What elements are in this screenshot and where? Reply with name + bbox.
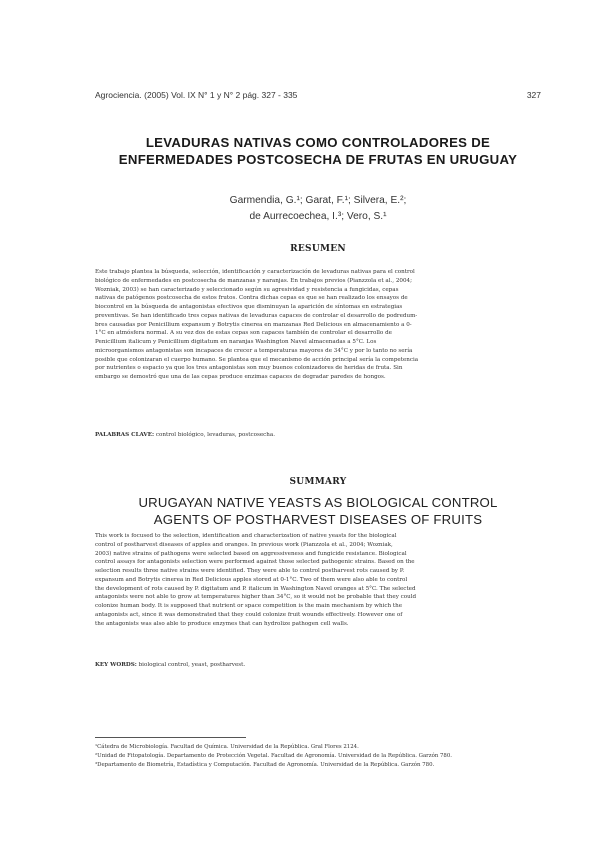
resumen-line: biológico de enfermedades en postcosecha de manzanas y naranjas. En trabajos previos (Pianzzola et al., 2004; (95, 277, 412, 284)
resumen-line: embargo se demostró que una de las cepas produce enzimas capaces de degradar paredes de hongos. (95, 374, 386, 380)
footnote-divider (95, 737, 246, 738)
summary-line: expansum and Botrytis cinerea in Red Delicious apples stored at 0-1°C. Two of them were also able to control (95, 576, 408, 583)
footnote: ¹Cátedra de Microbiología. Facultad de Química. Universidad de la República. Gral Flores 2124. (95, 744, 359, 750)
resumen-line: bres causadas por Penicillium expansum y Botrytis cinerea en manzanas Red Delicious en almacenamiento a 0- (95, 321, 412, 328)
page-number: 327 (526, 90, 541, 100)
summary-line: antagonists were not able to grow at temperatures higher than 34°C, so it would not be probable that they could (95, 594, 417, 601)
summary-line: 2003) native strains of pathogens were selected based on aggressiveness and fungicide resistance. Biological (95, 550, 407, 557)
resumen-line: Penicillium italicum y Penicillium digitatum en naranjas Washington Navel almacenadas a 5°C. Los (95, 339, 377, 345)
summary-line: colonize human body. It is supposed that nutrient or space competition is the main mechanism by which the (95, 603, 403, 609)
resumen-line: Wozniak, 2003) se han caracterizado y seleccionado según su agresividad y resistencia a fungicidas, cepas (95, 286, 399, 293)
summary-body (95, 532, 541, 628)
author-list (95, 193, 541, 225)
summary-line: the development of rots caused by P. digitatum and P. italicum in Washington Navel oranges at 5°C. The selected (95, 585, 416, 592)
summary-line: This work is focused to the selection, identification and characterization of native yeasts for the biological (95, 533, 397, 539)
summary-line: the antagonists was also able to produce enzymes that can hydrolize pathogen cell walls. (95, 620, 349, 627)
english-title (95, 494, 541, 528)
article-title (95, 134, 541, 168)
summary-line: control assays for antagonists selection were performed against those selected pathogenic strains. Based on the (95, 559, 415, 566)
summary-keywords (95, 662, 541, 668)
resumen-line: nativas de patógenos postcosecha de estos frutos. Contra dichas cepas es que se han realizado los ensayos de (95, 295, 408, 302)
resumen-heading: RESUMEN (290, 244, 346, 254)
summary-heading: SUMMARY (289, 477, 347, 487)
article-title-line: ENFERMEDADES POSTCOSECHA DE FRUTAS EN URUGUAY (118, 152, 518, 167)
resumen-line: posible que colonizaran el cuerpo humano. Se plantea que el mecanismo de acción principal sería la competencia (95, 356, 419, 363)
footnote: ²Unidad de Fitopatología. Departamento de Protección Vegetal. Facultad de Agronomía. Universidad de la República. Garzón 780. (95, 752, 453, 759)
keywords-text: control biológico, levaduras, postcosecha. (154, 432, 275, 438)
author-line: de Aurrecoechea, I.³; Vero, S.¹ (249, 211, 387, 222)
summary-line: control of postharvest diseases of apples and oranges. In previous work (Pianzzola et al., 2004; Wozniak, (95, 541, 393, 548)
article-title-line: LEVADURAS NATIVAS COMO CONTROLADORES DE (145, 135, 491, 150)
resumen-line: preventivas. Se han identificado tres cepas nativas de levaduras capaces de controlar el desarrollo de podredum- (95, 312, 418, 319)
keywords-label: KEY WORDS: (95, 662, 137, 668)
keywords-text: biological control, yeast, postharvest. (136, 662, 246, 668)
resumen-body (95, 268, 541, 382)
footnote: ³Departamento de Biometría, Estadística y Computación. Facultad de Agronomía. Universidad de la República. Garzón 780. (95, 761, 435, 768)
author-line: Garmendia, G.¹; Garat, F.¹; Silvera, E.²; (229, 195, 407, 206)
footnotes (95, 743, 541, 769)
summary-line: selection results three native strains were identified. They were able to control postharvest rots caused by P. (95, 568, 405, 574)
resumen-line: 1°C en atmósfera normal. A su vez dos de estas cepas son capaces también de controlar el desarrollo de (95, 330, 392, 337)
resumen-line: Este trabajo plantea la búsqueda, selección, identificación y caracterización de levaduras nativas para el control (95, 269, 415, 275)
resumen-line: biocontrol en la búsqueda de antagonistas efectivos que disminuyan la aparición de síntomas en estrategias (95, 304, 403, 310)
summary-line: antagonists act, since it was demonstrated that they could colonize fruit wounds effectively. However one of (95, 611, 403, 618)
keywords-label: PALABRAS CLAVE: (95, 432, 155, 438)
english-title-line: AGENTS OF POSTHARVEST DISEASES OF FRUITS (153, 512, 483, 527)
resumen-line: por nutrientes o espacio ya que los tres antagonistas son muy buenos colonizadores de heridas de fruta. Sin (95, 365, 403, 372)
resumen-keywords (95, 432, 541, 438)
english-title-line: URUGAYAN NATIVE YEASTS AS BIOLOGICAL CONTROL (138, 495, 498, 510)
journal-citation: Agrociencia. (2005) Vol. IX N° 1 y N° 2 pág. 327 - 335 (95, 90, 298, 100)
resumen-line: microorganismos antagonistas son incapaces de crecer a temperaturas mayores de 34°C y por lo tanto no sería (95, 347, 413, 354)
